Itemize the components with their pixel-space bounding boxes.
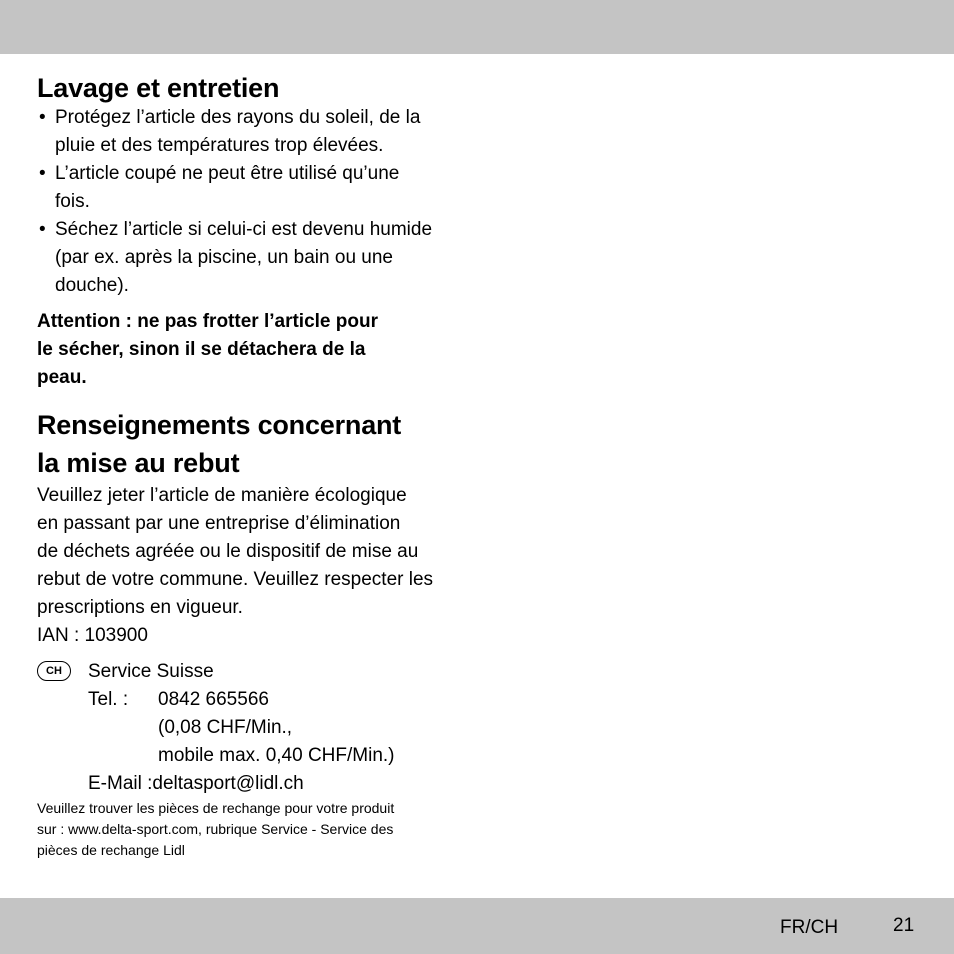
bullet-icon: • — [39, 163, 46, 184]
list-item: • Séchez l’article si celui-ci est devenu humide (par ex. après la piscine, un bain ou une douche). — [37, 216, 457, 300]
bullet-icon: • — [39, 219, 46, 240]
price-line-1: (0,08 CHF/Min., — [158, 717, 293, 738]
price-line-2: mobile max. 0,40 CHF/Min.) — [158, 745, 395, 766]
heading-rebut: Renseignements concernant la mise au rebut — [37, 410, 402, 478]
disposal-text: Veuillez jeter l’article de manière écologique en passant par une entreprise d’élimination de déchets agréée ou le dispositif de mise au rebut de votre commune. Veuillez respecter les prescriptions en vigueur. — [37, 485, 434, 618]
heading-lavage: Lavage et entretien — [37, 73, 280, 103]
main-content — [37, 70, 457, 861]
page-number: 21 — [893, 915, 915, 936]
tel-label: Tel. : — [88, 689, 129, 710]
header-bar — [0, 0, 954, 54]
ian-number: IAN : 103900 — [37, 625, 148, 646]
bullet-icon: • — [39, 107, 46, 128]
list-item: • L’article coupé ne peut être utilisé qu’une fois. — [37, 160, 457, 216]
list-item: • Protégez l’article des rayons du soleil, de la pluie et des températures trop élevées. — [37, 104, 457, 160]
country-badge-icon: CH — [37, 661, 71, 681]
email-line: E-Mail :deltasport@lidl.ch — [88, 773, 304, 794]
service-title: Service Suisse — [88, 661, 214, 682]
care-list — [37, 104, 457, 300]
tel-number: 0842 665566 — [158, 689, 269, 710]
language-code: FR/CH — [780, 917, 839, 938]
warning-text: Attention : ne pas frotter l’article pour le sécher, sinon il se détachera de la peau. — [37, 311, 378, 388]
service-block — [37, 658, 457, 798]
spare-parts-note: Veuillez trouver les pièces de rechange pour votre produit sur : www.delta-sport.com, rubrique Service - Service des pièces de rechange Lidl — [37, 800, 395, 858]
